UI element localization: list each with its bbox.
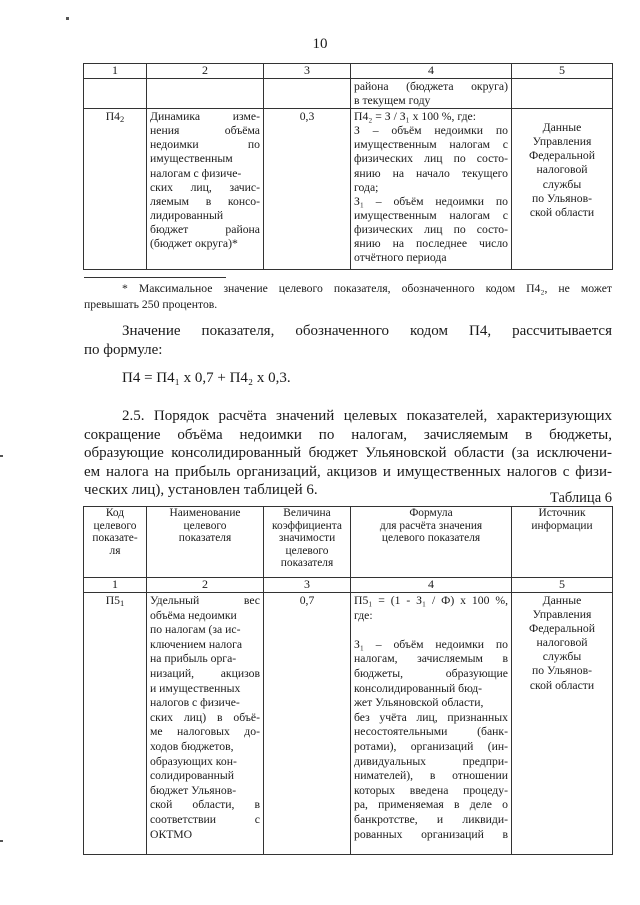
table-6 bbox=[83, 506, 613, 855]
col-number: 5 bbox=[512, 64, 613, 79]
header-source: Источник информации bbox=[512, 507, 613, 578]
col-number: 1 bbox=[84, 64, 147, 79]
column-number-row bbox=[84, 578, 613, 593]
formula-line: П4 = П4₁ х 0,7 + П4₂ х 0,3. bbox=[122, 370, 291, 386]
weight-value: 0,3 bbox=[264, 109, 351, 270]
scan-mark bbox=[0, 455, 3, 457]
indicator-name: Динамика изме- нения объёма недоимки по имущественным налогам с физиче- ских лиц, зачис- ляемым в консо- лидированный бюджет района (бюджет округа)* bbox=[147, 109, 264, 270]
col-number: 1 bbox=[84, 578, 147, 593]
indicator-formula: П4₂ = З / З₁ х 100 %, где: З – объём недоимки по имущественным налогам с физических лиц по состо- янию на начало текущего года; З₁ – объём недоимки по имущественным налогам с физических лиц по состо- янию на последнее число отчётного периода bbox=[351, 109, 512, 270]
formula-continuation: района (бюджета округа) в текущем году bbox=[351, 79, 512, 109]
info-source: Данные Управления Федеральной налоговой службы по Ульянов- ской области bbox=[512, 593, 613, 855]
col-number: 3 bbox=[264, 578, 351, 593]
column-number-row bbox=[84, 64, 613, 79]
footnote: * Максимальное значение целевого показателя, обозначенного кодом П4₂, не может превышать 250 процентов. bbox=[84, 282, 612, 311]
indicator-formula: П5₁ = (1 - З₁ / Ф) х 100 %, где: З₁ – объём недоимки по налогам, зачисляемым в бюджеты, образующие консолидированный бюд- жет Ульяновской области, без учёта лиц, признанных несостоятельными (банк- ротами), организаций (ин- дивидуальных предпри- нимателей), в отношении которых введена процеду- ра, применяемая в деле о банкротстве, и ликвиди- рованных организаций в bbox=[351, 593, 512, 855]
header-weight: Величина коэффициента значимости целевого показателя bbox=[264, 507, 351, 578]
col-number: 2 bbox=[147, 578, 264, 593]
col-number: 4 bbox=[351, 578, 512, 593]
table-caption: Таблица 6 bbox=[549, 490, 612, 506]
header-row bbox=[84, 507, 613, 578]
paragraph-value: Значение показателя, обозначенного кодом П4, рассчитывается по формуле: bbox=[84, 323, 612, 358]
scan-mark bbox=[0, 840, 3, 842]
table-row bbox=[84, 79, 613, 109]
col-number: 3 bbox=[264, 64, 351, 79]
table-row bbox=[84, 593, 613, 855]
indicator-code: $П5_1$ bbox=[84, 593, 147, 855]
col-number: 2 bbox=[147, 64, 264, 79]
scan-mark bbox=[66, 17, 69, 20]
indicator-name: Удельный вес объёма недоимки по налогам (за ис- ключением налога на прибыль орга- низаций, акцизов и имущественных налогов с физиче- ских лиц) в объё- ме налоговых до- ходов бюджетов, образующих кон- солидированный бюджет Ульянов- ской области, в соответствии с ОКТМО bbox=[147, 593, 264, 855]
header-formula: Формула для расчёта значения целевого показателя bbox=[351, 507, 512, 578]
col-number: 4 bbox=[351, 64, 512, 79]
indicator-code: $П4_2$ bbox=[84, 109, 147, 270]
page-number: 10 bbox=[312, 36, 328, 52]
table-continuation bbox=[83, 63, 613, 270]
weight-value: 0,7 bbox=[264, 593, 351, 855]
header-code: Код целевого показате- ля bbox=[84, 507, 147, 578]
col-number: 5 bbox=[512, 578, 613, 593]
paragraph-section-2-5: 2.5. Порядок расчёта значений целевых показателей, характеризующих сокращение объёма недоимки по налогам, зачисляемым в бюджеты, образующие консолидированный бюджет Ульяновской области (за исключени- ем налога на прибыль организаций, акцизов и имущественных налогов с физи- ческих лиц), установлен таблицей 6. bbox=[84, 408, 612, 499]
table-row bbox=[84, 109, 613, 270]
info-source: Данные Управления Федеральной налоговой службы по Ульянов- ской области bbox=[512, 109, 613, 270]
header-name: Наименование целевого показателя bbox=[147, 507, 264, 578]
footnote-divider bbox=[84, 277, 226, 278]
